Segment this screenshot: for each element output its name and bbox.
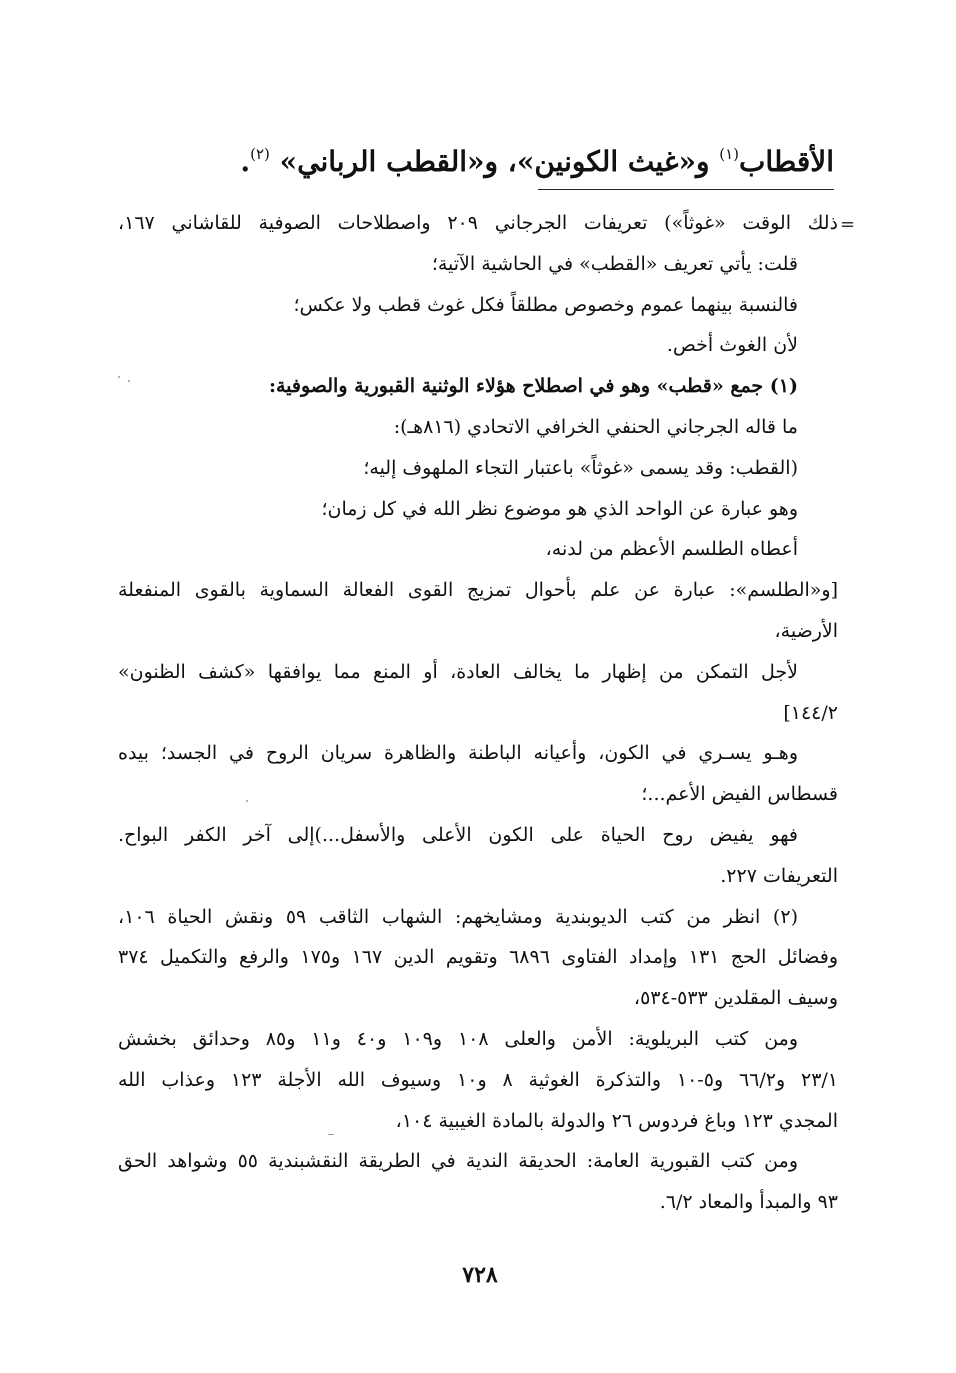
footnote-line: ٩٣ والمبدأ والمعاد ٦/٢.	[659, 1191, 838, 1214]
footnote-line: ما قاله الجرجاني الحنفي الخرافي الاتحادي (٨١٦هـ):	[393, 415, 798, 438]
footnote-line: فهو يفيض روح الحياة على الكون الأعلى والأسفل...)إلى آخر الكفر البواح.	[118, 823, 798, 846]
footnote-line: وفضائل الحج ١٣١ وإمداد الفتاوى ٦٨٩٦ وتقويم الدين ١٦٧ و١٧٥ والرفع والتكميل ٣٧٤	[118, 946, 838, 969]
footnote-line: [و«الطلسم»: عبارة عن علم بأحوال تمزيج القوى الفعالة السماوية بالقوى المنفعلة	[118, 579, 838, 602]
footnote-line: التعريفات ٢٢٧.	[720, 864, 838, 887]
scan-speck	[128, 380, 130, 382]
footnote-line: ١٤٤/٢]	[783, 701, 838, 724]
scan-speck	[118, 376, 120, 378]
footnote-line: ومن كتب القبورية العامة: الحديقة الندية في الطريقة النقشبندية ٥٥ وشواهد الحق	[118, 1150, 798, 1173]
scan-speck	[246, 800, 248, 802]
footnote-line: المجدي ١٢٣ وباغ فردوس ٢٦ والدولة بالمادة الغيبية ١٠٤،	[395, 1109, 838, 1132]
footnote-line: الأرضية،	[774, 619, 838, 642]
footnote-line: وسيف المقلدين ٥٣٣-٥٣٤،	[633, 987, 838, 1010]
footnote-line: ٢٣/١ و٦٦/٢ و٥-١٠ والتذكرة الغوثية ٨ و١٠ وسيوف الله الأجلة ١٢٣ وعذاب الله	[118, 1068, 839, 1091]
footnote-line: ومن كتب البريلوية: الأمن والعلى ١٠٨ و١٠٩ و٤٠ و١١ و٨٥ وحدائق بخشش	[118, 1027, 799, 1050]
scan-speck	[328, 1134, 334, 1135]
footnote-line: قلت: يأتي تعريف «القطب» في الحاشية الآتية؛	[431, 252, 798, 275]
footnote-ref-2[interactable]: (٢)	[250, 145, 270, 163]
main-text-middle: و«غيث الكونين»، و«القطب الرباني»	[279, 145, 720, 178]
footnote-line: (١) جمع «قطب» وهو في اصطلاح هؤلاء الوثنية القبورية والصوفية:	[268, 375, 798, 398]
footnote-line: أعطاه الطلسم الأعظم من لدنه،	[545, 538, 798, 561]
footnote-line: ذلك الوقت «غوثاً») تعريفات الجرجاني ٢٠٩ واصطلاحات الصوفية للقاشاني ١٦٧،	[118, 212, 839, 234]
footnote-separator	[538, 189, 834, 190]
footnote-line: (القطب: وقد يسمى «غوثاً» باعتبار التجاء الملهوف إليه؛	[363, 456, 798, 479]
footnote-line: وهـو يسـري في الكون، وأعيانه الباطنة والظاهرة سريان الروح في الجسد؛ بيده	[118, 742, 798, 765]
main-text-before-fn1: الأقطاب	[739, 145, 834, 178]
footnote-line: لأن الغوث أخص.	[666, 334, 798, 357]
footnote-line: فالنسبة بينهما عموم وخصوص مطلقاً فكل غوث قطب ولا عكس؛	[293, 293, 798, 316]
page-number: ٧٢٨	[462, 1262, 498, 1288]
footnote-line: (٢) انظر من كتب الديوبندية ومشايخهم: الشهاب الثاقب ٥٩ ونقش الحياة ١٠٦،	[118, 905, 798, 928]
main-text-line	[114, 132, 834, 184]
continuation-mark: =	[840, 214, 856, 235]
main-text-end: .	[240, 145, 251, 178]
footnote-ref-1[interactable]: (١)	[719, 145, 739, 163]
footnote-line: وهو عبارة عن الواحد الذي هو موضوع نظر الله في كل زمان؛	[321, 497, 798, 520]
footnote-line: قسطاس الفيض الأعم...؛	[641, 783, 838, 806]
footnotes-block	[118, 203, 838, 1223]
footnote-line: لأجل التمكن من إظهار ما يخالف العادة، أو المنع مما يوافقها «كشف الظنون»	[118, 660, 798, 683]
